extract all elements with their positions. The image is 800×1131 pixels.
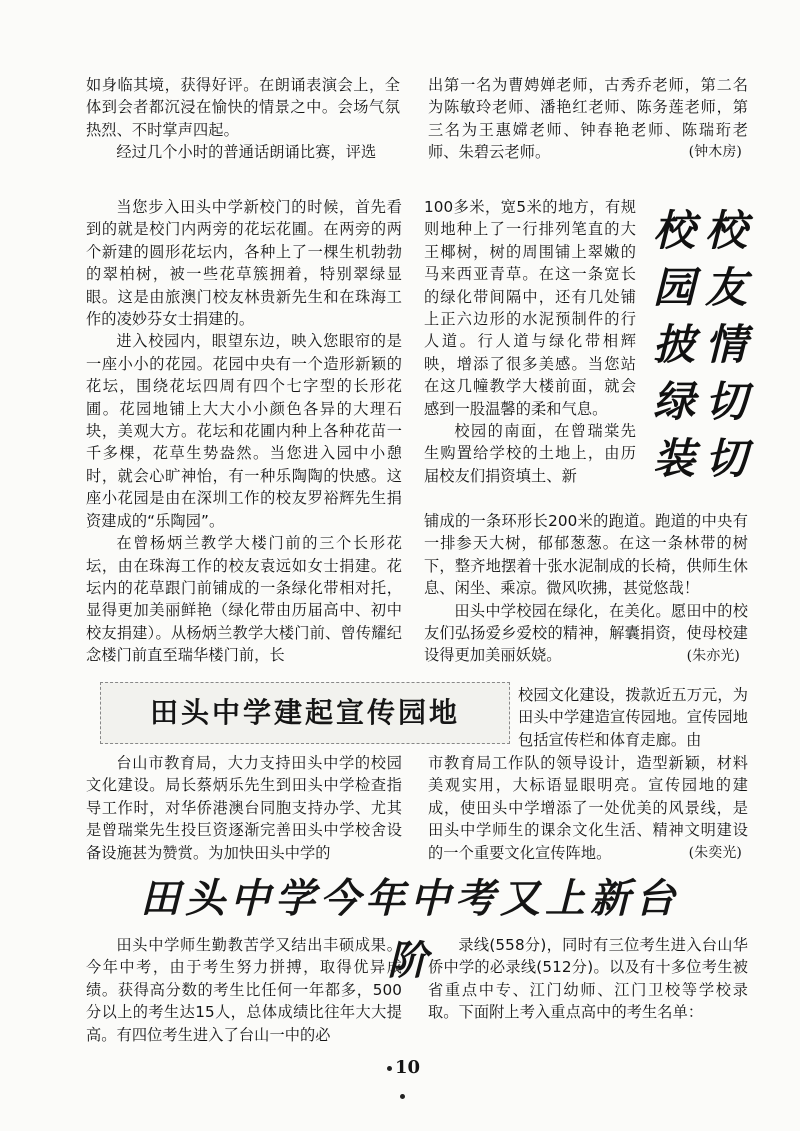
calligraphy-title-col1 xyxy=(700,202,752,487)
article1-right-column xyxy=(424,510,748,667)
dot-ornament xyxy=(400,1094,405,1099)
author-signature: (朱奕光) xyxy=(688,845,742,862)
calligraphy-char: 校 xyxy=(704,206,747,255)
article3-right-column xyxy=(428,934,748,1024)
paragraph: 出第一名为曹娉婵老师，古秀乔老师，第二名为陈敏玲老师、潘艳红老师、陈务莲老师，第三名为王惠嫦老师、钟春艳老师、陈瑞珩老师、朱碧云老师。 (钟木房) xyxy=(428,74,748,164)
calligraphy-char: 友 xyxy=(704,263,747,312)
paragraph: 铺成的一条环形长200米的跑道。跑道的中央有一排参天大树，郁郁葱葱。在这一条林带的树下，整齐地摆着十张水泥制成的长椅，供师生休息、闲坐、乘凉。微风吹拂，甚觉悠哉！ xyxy=(424,512,748,598)
author-signature: (朱亦光) xyxy=(686,647,740,664)
calligraphy-char: 绿 xyxy=(652,377,695,426)
top-right-column xyxy=(428,74,748,164)
paragraph: 当您步入田头中学新校门的时候，首先看到的就是校门内两旁的花坛花圃。在两旁的两个新建的圆形花坛内，各种上了一棵生机勃勃的翠柏树，被一些花草簇拥着，特别翠绿显眼。这是由旅澳门校友林贵新先生和在珠海工作的凌妙芬女士捐建的。 xyxy=(86,198,402,329)
dot-ornament xyxy=(387,1066,392,1071)
article2-right-top xyxy=(518,684,748,751)
paragraph: 如身临其境，获得好评。在朗诵表演会上，全体到会者都沉浸在愉快的情景之中。会场气氛热烈、不时掌声四起。 xyxy=(86,76,400,139)
paragraph: 市教育局工作队的领导设计，造型新颖，材料美观实用，大标语显眼明亮。宣传园地的建成，使田头中学增添了一处优美的风景线，是田头中学师生的课余文化生活、精神文明建设的一个重要文化宣传阵地。 xyxy=(428,754,748,862)
top-left-column xyxy=(86,74,400,164)
article2-left-column xyxy=(86,752,402,864)
paragraph: 校园文化建设，拨款近五万元，为田头中学建造宣传园地。宣传园地包括宣传栏和体育走廊。由 xyxy=(518,686,748,749)
author-signature: (钟木房) xyxy=(688,144,742,161)
paragraph: 台山市教育局，大力支持田头中学的校园文化建设。局长蔡炳乐先生到田头中学检查指导工作时，对华侨港澳台同胞支持办学、尤其是曾瑞棠先生投巨资逐渐完善田头中学校舍设备设施甚为赞赏。为加快田头中学的 xyxy=(86,754,402,862)
article2-right-column xyxy=(428,752,748,864)
paragraph: 在曾杨炳兰教学大楼门前的三个长形花坛，由在珠海工作的校友袁远如女士捐建。花坛内的花草跟门前铺成的一条绿化带相对托，显得更加美丽鲜艳（绿化带由历届高中、初中校友捐建）。从杨炳兰教学大楼门前、曾传耀纪念楼门前直至瑞华楼门前，长 xyxy=(86,534,402,665)
calligraphy-char: 装 xyxy=(652,434,695,483)
article3-headline: 田头中学今年中考又上新台阶 xyxy=(140,875,680,984)
article2-headline: 田头中学建起宣传园地 xyxy=(100,682,510,744)
article1-left-column xyxy=(86,196,402,667)
article3-left-column xyxy=(86,934,402,1046)
calligraphy-title-col2 xyxy=(648,202,700,487)
article1-right-narrow xyxy=(424,196,636,487)
paragraph: 田头中学校园在绿化，在美化。愿田中的校友们弘扬爱乡爱校的精神，解囊捐资，使母校建设得更加美丽妖娆。 xyxy=(424,601,748,665)
paragraph: 经过几个小时的普通话朗诵比赛，评选 xyxy=(116,143,377,162)
calligraphy-char: 披 xyxy=(652,320,695,369)
paragraph: 田头中学师生勤教苦学又结出丰硕成果。今年中考，由于考生努力拼搏，取得优异成绩。获得高分数的考生比任何一年都多，500分以上的考生达15人，总体成绩比往年大大提高。有四位考生进入了台山一中的必 xyxy=(86,936,402,1044)
paragraph: 100多米，宽5米的地方，有规则地种上了一行排列笔直的大王椰树，树的周围铺上翠嫩的马来西亚青草。在这一条宽长的绿化带间隔中，还有几处铺上正六边形的水泥预制件的行人道。行人道与绿化带相辉映，增添了很多美感。当您站在这几幢教学大楼前面，就会感到一股温馨的柔和气息。 xyxy=(424,198,636,418)
calligraphy-char: 校 xyxy=(652,206,695,255)
paragraph: 校园的南面，在曾瑞棠先生购置给学校的土地上，由历届校友们捐资填土、新 xyxy=(424,422,636,485)
paragraph: 录线(558分)，同时有三位考生进入台山华侨中学的必录线(512分)。以及有十多位考生被省重点中专、江门幼师、江门卫校等学校录取。下面附上考入重点高中的考生名单： xyxy=(428,936,748,1022)
page-number xyxy=(380,1054,424,1082)
paragraph: 进入校园内，眼望东边，映入您眼帘的是一座小小的花园。花园中央有一个造形新颖的花坛，围绕花坛四周有四个七字型的长形花圃。花园地铺上大大小小颜色各异的大理石块，美观大方。花坛和花圃内种上各种花苗一千多棵，花草生势盎然。当您进入园中小憩时，就会心旷神怡，有一种乐陶陶的快感。这座小花园是由在深圳工作的校友罗裕辉先生捐资建成的“乐陶园”。 xyxy=(86,332,402,530)
calligraphy-char: 情 xyxy=(704,320,747,369)
calligraphy-char: 园 xyxy=(652,263,695,312)
calligraphy-char: 切 xyxy=(704,377,747,426)
page-number-text: 10 xyxy=(394,1057,421,1078)
calligraphy-char: 切 xyxy=(704,434,747,483)
